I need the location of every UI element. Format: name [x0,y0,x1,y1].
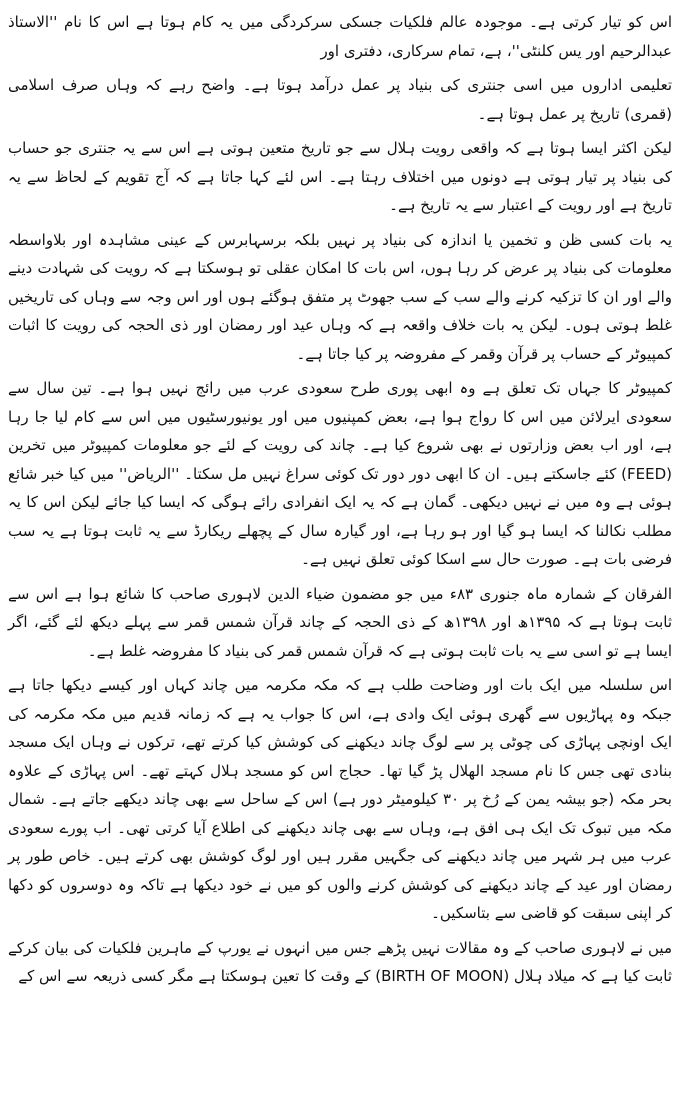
paragraph-official-use: تعلیمی اداروں میں اسی جنتری کی بنیاد پر عمل درآمد ہوتا ہے۔ واضح رہے کہ وہاں صرف اسلامی (قمری) تاریخ پر عمل ہوتا ہے۔ [8,76,672,123]
paragraph-calendar-intro: اس کو تیار کرتی ہے۔ موجودہ عالم فلکیات جسکی سرکردگی میں یہ کام ہوتا ہے اس کا نام ''الاستاذ عبدالرحیم اور یس کلنٹی''، ہے، تمام سرکاری، دفتری اور [8,13,672,60]
paragraph-computer-usage: کمپیوٹر کا جہاں تک تعلق ہے وہ ابھی پوری طرح سعودی عرب میں رائج نہیں ہوا ہے۔ تین سال سے سعودی ایرلائن میں اس کا رواج ہوا ہے، بعض کمپنیوں میں اور یونیورسٹیوں میں اس سے کام لیا جا رہا ہے، اور اب بعض وزارتوں نے بھی شروع کیا ہے۔ چاند کی رویت کے لئے جو معلومات کمپیوٹر میں تخرین (FEED) کئے جاسکتے ہیں۔ ان کا ابھی دور دور تک کوئی سراغ نہیں مل سکتا۔ ''الریاض'' میں کیا خبر شائع ہوئی ہے وہ میں نے نہیں دیکھی۔ گمان ہے کہ یہ ایک انفرادی رائے ہوگی کہ ایسا کیا جائے لیکن اس کا یہ مطلب نکالنا کہ ایسا ہو گیا اور ہو رہا ہے، اور گیارہ سال کے پچھلے ریکارڈ سے یہ ثابت ہوتا ہے یہ سب فرضی بات ہے۔ صورت حال سے اسکا کوئی تعلق نہیں ہے۔ [8,379,672,568]
paragraph-sighting-difference: لیکن اکثر ایسا ہوتا ہے کہ واقعی رویت ہلال سے جو تاریخ متعین ہوتی ہے اس سے یہ جنتری جو حساب کی بنیاد پر تیار ہوتی ہے دونوں میں اختلاف رہتا ہے۔ اس لئے کہا جاتا ہے کہ آج تقویم کے لحاظ سے یہ تاریخ ہے اور رویت کے اعتبار سے یہ تاریخ ہے۔ [8,139,672,214]
paragraph-makkah-sighting: اس سلسلہ میں ایک بات اور وضاحت طلب ہے کہ مکہ مکرمہ میں چاند کہاں اور کیسے دیکھا جاتا ہے جبکہ وہ پہاڑیوں سے گھری ہوئی ایک وادی ہے، اس کا جواب یہ ہے کہ زمانہ قدیم میں مکہ مکرمہ کی ایک اونچی پہاڑی کی چوٹی پر سے لوگ چاند دیکھنے کی کوشش کیا کرتے تھے، ترکوں نے وہاں ایک مسجد بنادی تھی جس کا نام مسجد الھلال پڑ گیا تھا۔ حجاج اس کو مسجد ہلال کہتے تھے۔ اس پہاڑی کے علاوہ بحر مکہ (جو بیشہ یمن کے رُخ پر ۳۰ کیلومیٹر دور ہے) اس کے ساحل سے بھی چاند دیکھے جاتے ہے۔ شمال مکہ میں تبوک تک ایک ہی افق ہے، وہاں سے بھی چاند دیکھنے کی اطلاع آیا کرتی تھی۔ اب پورے سعودی عرب میں ہر شہر میں چاند دیکھنے کی جگہیں مقرر ہیں اور لوگ کوشش بھی کرتے ہیں۔ خاص طور پر رمضان اور عید کے چاند دیکھنے کی کوشش کرنے والوں کو میں نے خود دیکھا ہے تاکہ وہ دوسروں کو دکھا کر اپنی سبقت کو قاضی سے بتاسکیں۔ [8,676,672,922]
paragraph-alfurqan-article: الفرقان کے شمارہ ماہ جنوری ۸۳ء میں جو مضمون ضیاء الدین لاہوری صاحب کا شائع ہوا ہے اس سے ثابت ہوتا ہے کہ ۱۳۹۵ھ اور ۱۳۹۸ھ کے ذی الحجہ کے چاند قرآن شمس قمر سے پہلے دیکھ لئے گئے، اگر ایسا ہے تو اسی سے یہ بات ثابت ہوتی ہے کہ قرآن شمس قمر کی بنیاد کا مفروضہ غلط ہے۔ [8,584,673,660]
paragraph-lahori-articles: میں نے لاہوری صاحب کے وہ مقالات نہیں پڑھے جس میں انہوں نے یورپ کے ماہرین فلکیات کی بیان کرکے ثابت کیا ہے کہ میلاد ہلال (BIRTH OF MOON) کے وقت کا تعین ہوسکتا ہے مگر کسی ذریعہ سے اس کے [8,938,672,985]
paragraph-eyewitness-basis: یہ بات کسی ظن و تخمین یا اندازہ کی بنیاد پر نہیں بلکہ برسہابرس کے عینی مشاہدہ اور بلاواسطہ معلومات کی بنیاد پر عرض کر رہا ہوں، اس بات کا امکان عقلی تو ہوسکتا ہے کہ رویت کی شہادت دینے والے اور ان کا تزکیہ کرنے والے سب کے سب جھوٹ پر متفق ہوگئے ہوں اور اس وجہ سے وہاں کی تاریخیں غلط ہوتی ہوں۔ لیکن یہ بات خلاف واقعہ ہے کہ وہاں عید اور رمضان اور ذی الحجہ کی رویت کا اثبات کمپیوٹر کے حساب پر قرآن وقمر کے مفروضہ پر کیا جاتا ہے۔ [8,230,672,363]
